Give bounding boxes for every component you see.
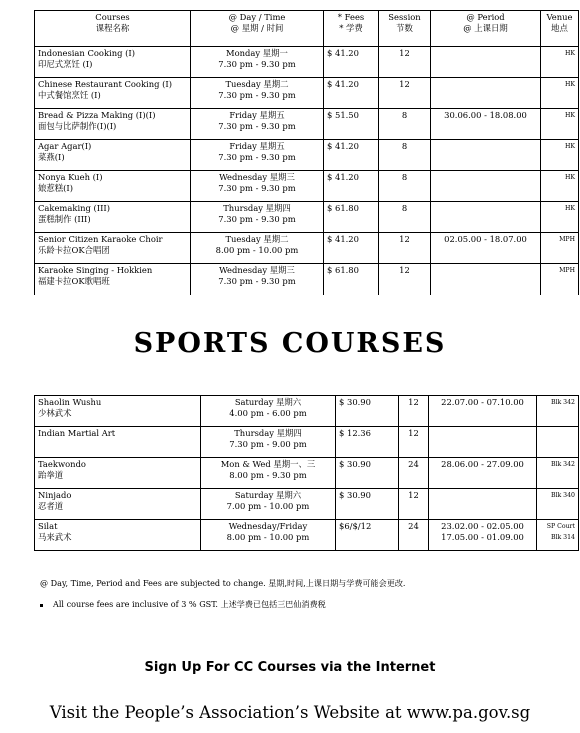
course-venue: HK — [564, 81, 575, 88]
course-name-cell — [35, 171, 191, 202]
course-name-zh: 菜燕(I) — [38, 152, 65, 162]
period-cell — [431, 47, 541, 78]
venue-cell — [537, 520, 579, 551]
course-name-cell — [35, 109, 191, 140]
venue-cell — [541, 233, 579, 264]
course-time: 8.00 pm - 10.00 pm — [226, 532, 310, 542]
course-row — [35, 109, 579, 140]
course-name-en: Shaolin Wushu — [38, 397, 102, 407]
course-venue: Blk 342 — [550, 461, 575, 468]
course-row — [35, 396, 579, 427]
course-fee: $ 61.80 — [324, 202, 379, 233]
course-sessions: 8 — [379, 171, 431, 202]
course-name-cell — [35, 140, 191, 171]
course-row — [35, 264, 579, 295]
course-name-cell — [35, 264, 191, 295]
course-name-cell — [35, 489, 201, 520]
course-period: 30.06.00 - 18.08.00 — [444, 110, 527, 120]
course-day: Monday 星期一 — [226, 48, 288, 58]
course-venue: MPH — [559, 267, 575, 274]
course-row — [35, 458, 579, 489]
day-time-cell — [191, 264, 324, 295]
venue-cell — [541, 171, 579, 202]
course-fee: $ 30.90 — [336, 458, 399, 489]
course-row — [35, 233, 579, 264]
course-venue: Blk 340 — [550, 492, 575, 499]
course-time: 8.00 pm - 9.30 pm — [229, 470, 307, 480]
course-sessions: 24 — [399, 520, 429, 551]
course-name-cell — [35, 202, 191, 233]
website-line: Visit the People’s Association’s Website at www.pa.gov.sg — [49, 703, 531, 722]
venue-cell — [541, 264, 579, 295]
period-cell — [429, 396, 537, 427]
course-sessions: 8 — [379, 109, 431, 140]
venue-cell — [541, 109, 579, 140]
period-cell — [429, 458, 537, 489]
course-venue: MPH — [559, 236, 575, 243]
course-period: 23.02.00 - 02.05.00 — [441, 521, 524, 531]
course-time: 7.30 pm - 9.00 pm — [229, 439, 307, 449]
course-sessions: 12 — [399, 396, 429, 427]
course-name-zh: 面包与比萨制作(I)(I) — [38, 121, 117, 131]
header-venue: Venue 地点 — [541, 11, 579, 47]
day-time-cell — [191, 202, 324, 233]
course-day: Thursday 星期四 — [223, 203, 291, 213]
course-sessions: 12 — [399, 427, 429, 458]
venue-cell — [541, 140, 579, 171]
gst-notice-text: All course fees are inclusive of 3 % GST. 上述学费已包括三巴仙消费税 — [53, 599, 326, 609]
course-name-en: Silat — [38, 521, 58, 531]
course-time: 7.30 pm - 9.30 pm — [218, 90, 296, 100]
course-row — [35, 520, 579, 551]
period-cell — [431, 78, 541, 109]
course-fee: $ 41.20 — [324, 140, 379, 171]
day-time-cell — [201, 520, 336, 551]
period-cell — [431, 264, 541, 295]
course-period: 28.06.00 - 27.09.00 — [441, 459, 524, 469]
course-sessions: 12 — [379, 233, 431, 264]
day-time-cell — [191, 140, 324, 171]
venue-cell — [537, 427, 579, 458]
course-fee: $ 30.90 — [336, 489, 399, 520]
course-name-en: Chinese Restaurant Cooking (I) — [38, 79, 172, 89]
sports-courses-heading: SPORTS COURSES — [133, 328, 447, 359]
venue-cell — [537, 489, 579, 520]
course-name-cell — [35, 520, 201, 551]
course-time: 4.00 pm - 6.00 pm — [229, 408, 307, 418]
course-row — [35, 427, 579, 458]
course-venue: HK — [564, 112, 575, 119]
period-cell — [431, 233, 541, 264]
course-row — [35, 202, 579, 233]
course-venue: HK — [564, 143, 575, 150]
header-session: Session 节数 — [379, 11, 431, 47]
courses-table — [34, 10, 579, 295]
course-name-zh: 蛋糕制作 (III) — [38, 214, 91, 224]
header-fees: * Fees * 学费 — [324, 11, 379, 47]
course-name-en: Taekwondo — [38, 459, 86, 469]
course-day: Wednesday/Friday — [228, 521, 308, 531]
course-venue: SP Court — [546, 523, 575, 530]
course-period-2: 17.05.00 - 01.09.00 — [441, 532, 524, 542]
course-row — [35, 78, 579, 109]
course-name-cell — [35, 427, 201, 458]
course-name-cell — [35, 396, 201, 427]
course-fee: $ 41.20 — [324, 78, 379, 109]
course-row — [35, 47, 579, 78]
sports-courses-table — [34, 392, 579, 551]
course-day: Tuesday 星期二 — [225, 234, 289, 244]
course-name-cell — [35, 47, 191, 78]
courses-header-row — [35, 11, 579, 47]
course-name-en: Cakemaking (III) — [38, 203, 110, 213]
course-fee: $ 30.90 — [336, 396, 399, 427]
course-fee: $ 51.50 — [324, 109, 379, 140]
course-sessions: 24 — [399, 458, 429, 489]
course-fee: $ 41.20 — [324, 47, 379, 78]
course-sessions: 12 — [399, 489, 429, 520]
course-venue: Blk 342 — [550, 399, 575, 406]
course-name-zh: 福建卡拉OK歌唱班 — [38, 276, 110, 286]
day-time-cell — [201, 458, 336, 489]
course-day: Mon & Wed 星期一、三 — [220, 459, 316, 469]
course-time: 8.00 pm - 10.00 pm — [215, 245, 299, 255]
course-row — [35, 171, 579, 202]
period-cell — [429, 520, 537, 551]
course-time: 7.30 pm - 9.30 pm — [218, 152, 296, 162]
course-fee: $ 41.20 — [324, 233, 379, 264]
course-sessions: 8 — [379, 202, 431, 233]
bullet-icon — [40, 604, 43, 607]
header-courses: Courses 课程名称 — [35, 11, 191, 47]
period-cell — [429, 427, 537, 458]
course-sessions: 12 — [379, 264, 431, 295]
course-sessions: 12 — [379, 78, 431, 109]
course-day: Friday 星期五 — [229, 141, 285, 151]
course-time: 7.30 pm - 9.30 pm — [218, 214, 296, 224]
venue-cell — [541, 47, 579, 78]
period-cell — [431, 171, 541, 202]
day-time-cell — [191, 47, 324, 78]
course-name-zh: 跆拳道 — [38, 470, 64, 480]
day-time-cell — [191, 109, 324, 140]
course-name-zh: 乐龄卡拉OK合唱团 — [38, 245, 110, 255]
venue-cell — [537, 458, 579, 489]
course-day: Tuesday 星期二 — [225, 79, 289, 89]
course-fee: $ 41.20 — [324, 171, 379, 202]
course-day: Saturday 星期六 — [234, 397, 302, 407]
signup-heading: Sign Up For CC Courses via the Internet — [144, 660, 436, 675]
day-time-cell — [201, 489, 336, 520]
course-name-cell — [35, 78, 191, 109]
course-day: Thursday 星期四 — [234, 428, 302, 438]
course-period: 22.07.00 - 07.10.00 — [441, 397, 524, 407]
gst-notice — [40, 599, 326, 610]
day-time-cell — [201, 427, 336, 458]
course-venue: HK — [564, 50, 575, 57]
course-name-en: Agar Agar(I) — [38, 141, 92, 151]
course-name-cell — [35, 233, 191, 264]
course-name-en: Karaoke Singing - Hokkien — [38, 265, 153, 275]
course-period: 02.05.00 - 18.07.00 — [444, 234, 527, 244]
course-name-cell — [35, 458, 201, 489]
course-time: 7.30 pm - 9.30 pm — [218, 59, 296, 69]
course-time: 7.30 pm - 9.30 pm — [218, 183, 296, 193]
course-fee: $ 12.36 — [336, 427, 399, 458]
header-day-time: @ Day / Time @ 星期 / 时间 — [191, 11, 324, 47]
course-row — [35, 140, 579, 171]
course-name-en: Bread & Pizza Making (I)(I) — [38, 110, 156, 120]
course-time: 7.30 pm - 9.30 pm — [218, 121, 296, 131]
change-notice: @ Day, Time, Period and Fees are subjected to change. 星期,时间,上课日期与学费可能会更改. — [40, 578, 406, 588]
course-time: 7.00 pm - 10.00 pm — [226, 501, 310, 511]
day-time-cell — [191, 171, 324, 202]
course-name-zh: 娘惹糕(I) — [38, 183, 73, 193]
course-venue: HK — [564, 174, 575, 181]
course-fee: $ 61.80 — [324, 264, 379, 295]
course-name-zh: 马来武术 — [38, 532, 72, 542]
course-name-zh: 少林武术 — [38, 408, 72, 418]
course-day: Wednesday 星期三 — [219, 265, 295, 275]
day-time-cell — [201, 396, 336, 427]
venue-cell — [541, 78, 579, 109]
course-name-zh: 中式餐馆烹饪 (I) — [38, 90, 101, 100]
header-period: @ Period @ 上课日期 — [431, 11, 541, 47]
venue-cell — [537, 396, 579, 427]
venue-cell — [541, 202, 579, 233]
course-name-en: Indonesian Cooking (I) — [38, 48, 135, 58]
course-name-en: Indian Martial Art — [38, 428, 116, 438]
course-sessions: 8 — [379, 140, 431, 171]
course-day: Friday 星期五 — [229, 110, 285, 120]
course-name-en: Senior Citizen Karaoke Choir — [38, 234, 163, 244]
course-name-zh: 印尼式烹饪 (I) — [38, 59, 93, 69]
course-name-en: Nonya Kueh (I) — [38, 172, 103, 182]
course-venue-2: Blk 314 — [550, 534, 575, 541]
period-cell — [431, 109, 541, 140]
course-sessions: 12 — [379, 47, 431, 78]
day-time-cell — [191, 78, 324, 109]
course-name-zh: 忍者道 — [38, 501, 64, 511]
course-row — [35, 489, 579, 520]
course-name-en: Ninjado — [38, 490, 72, 500]
course-day: Saturday 星期六 — [234, 490, 302, 500]
day-time-cell — [191, 233, 324, 264]
course-venue: HK — [564, 205, 575, 212]
course-day: Wednesday 星期三 — [219, 172, 295, 182]
period-cell — [431, 202, 541, 233]
period-cell — [431, 140, 541, 171]
course-fee: $6/$/12 — [336, 520, 399, 551]
period-cell — [429, 489, 537, 520]
course-time: 7.30 pm - 9.30 pm — [218, 276, 296, 286]
